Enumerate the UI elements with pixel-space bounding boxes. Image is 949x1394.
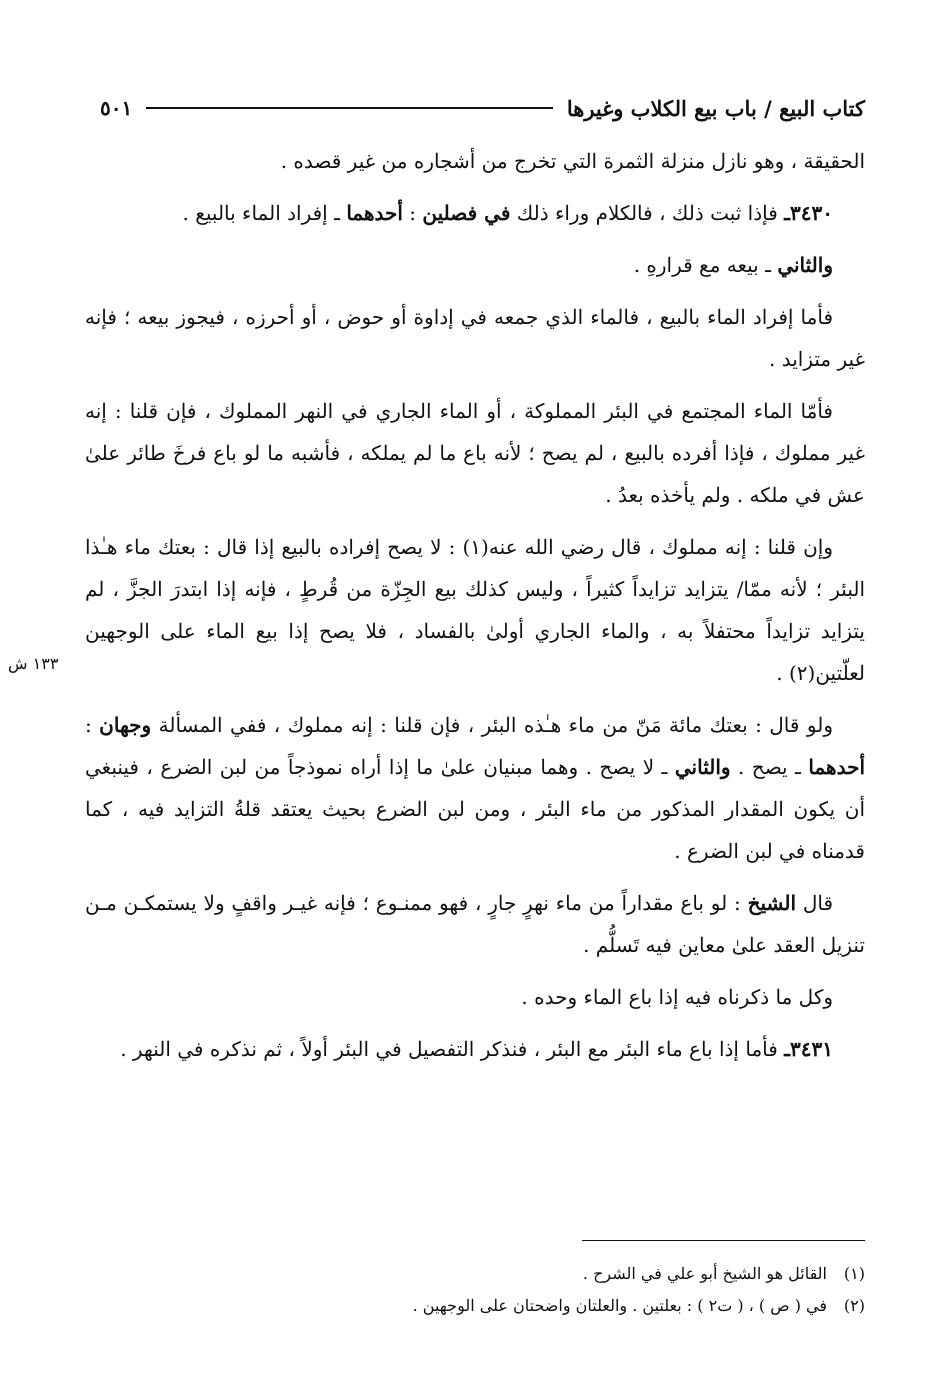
header-rule: [146, 107, 553, 109]
main-text: [85, 140, 865, 1080]
paragraph-8: قال الشيخ : لو باع مقداراً من ماء نهرٍ جارٍ ، فهو ممنـوع ؛ فإنه غيـر واقفٍ ولا يستمكـن مـن تنزيل العقد علىٰ معاين فيه تَسلُّم .: [85, 891, 865, 957]
footnote-1: [85, 1258, 865, 1290]
header-title: كتاب البيع / باب بيع الكلاب وغيرها: [566, 95, 865, 121]
footnote-number: (٢): [843, 1296, 865, 1315]
footnote-2: [85, 1290, 865, 1322]
footnote-number: (١): [843, 1264, 865, 1283]
section-number: ٣٤٣١ـ: [784, 1037, 833, 1061]
paragraph-5: فأمّا الماء المجتمع في البئر المملوكة ، أو الماء الجاري في النهر المملوك ، فإن قلنا : إنه غير مملوك ، فإذا أفرده بالبيع ، لم يصح ؛ لأنه باع ما لم يملكه ، فأشبه ما لو باع فرخَ طائر علىٰ عش في ملكه . ولم يأخذه بعدُ .: [85, 399, 865, 507]
footnote-rule: [582, 1240, 865, 1241]
paragraph-3430: ٣٤٣٠ـ فإذا ثبت ذلك ، فالكلام وراء ذلك في فصلين : أحدهما ـ إفراد الماء بالبيع .: [182, 201, 833, 225]
paragraph-1: الحقيقة ، وهو نازل منزلة الثمرة التي تخرج من أشجاره من غير قصده .: [280, 149, 865, 173]
footnote-text: في ( ص ) ، ( ت٢ ) : بعلتين . والعلتان واضحتان على الوجهين .: [412, 1296, 827, 1315]
page-number: ٥٠١: [100, 96, 133, 120]
footnote-text: القائل هو الشيخ أبو علي في الشرح .: [582, 1264, 827, 1283]
running-header: [100, 88, 865, 128]
footnotes: [85, 1258, 865, 1322]
paragraph-7: ولو قال : بعتك مائة مَنّ من ماء هـٰذه البئر ، فإن قلنا : إنه مملوك ، ففي المسألة وجهان : أحدهما ـ يصح . والثاني ـ لا يصح . وهما مبنيان علىٰ ما إذا أراه نموذجاً من لبن الضرع ، فينبغي أن يكون المقدار المذكور من ماء البئر ، ومن لبن الضرع بحيث يعتقد قلةُ التزايد فيه ، كما قدمناه في لبن الضرع .: [85, 713, 865, 863]
margin-note: ١٣٣ ش: [8, 654, 59, 673]
paragraph-3431: ٣٤٣١ـ فأما إذا باع ماء البئر مع البئر ، فنذكر التفصيل في البئر أولاً ، ثم نذكره في النهر .: [120, 1037, 833, 1061]
paragraph-6: وإن قلنا : إنه مملوك ، قال رضي الله عنه(١) : لا يصح إفراده بالبيع إذا قال : بعتك ماء هـٰذا البئر ؛ لأنه ممّا/ يتزايد تزايداً كثيراً ، وليس كذلك بيع الجِزّة من قُرطٍ ، فإنه إذا ابتدرَ الجزَّ ، لم يتزايد تزايداً محتفلاً به ، والماء الجاري أولىٰ بالفساد ، فلا يصح إذا بيع الماء على الوجهين لعلّتين(٢) .: [85, 535, 865, 685]
paragraph-3: والثاني ـ بيعه مع قرارهِ .: [633, 253, 833, 277]
section-number: ٣٤٣٠ـ: [784, 201, 833, 225]
paragraph-4: فأما إفراد الماء بالبيع ، فالماء الذي جمعه في إداوة أو حوض ، أو أحرزه ، فيجوز بيعه ؛ فإنه غير متزايد .: [85, 305, 865, 371]
paragraph-9: وكل ما ذكرناه فيه إذا باع الماء وحده .: [521, 985, 833, 1009]
